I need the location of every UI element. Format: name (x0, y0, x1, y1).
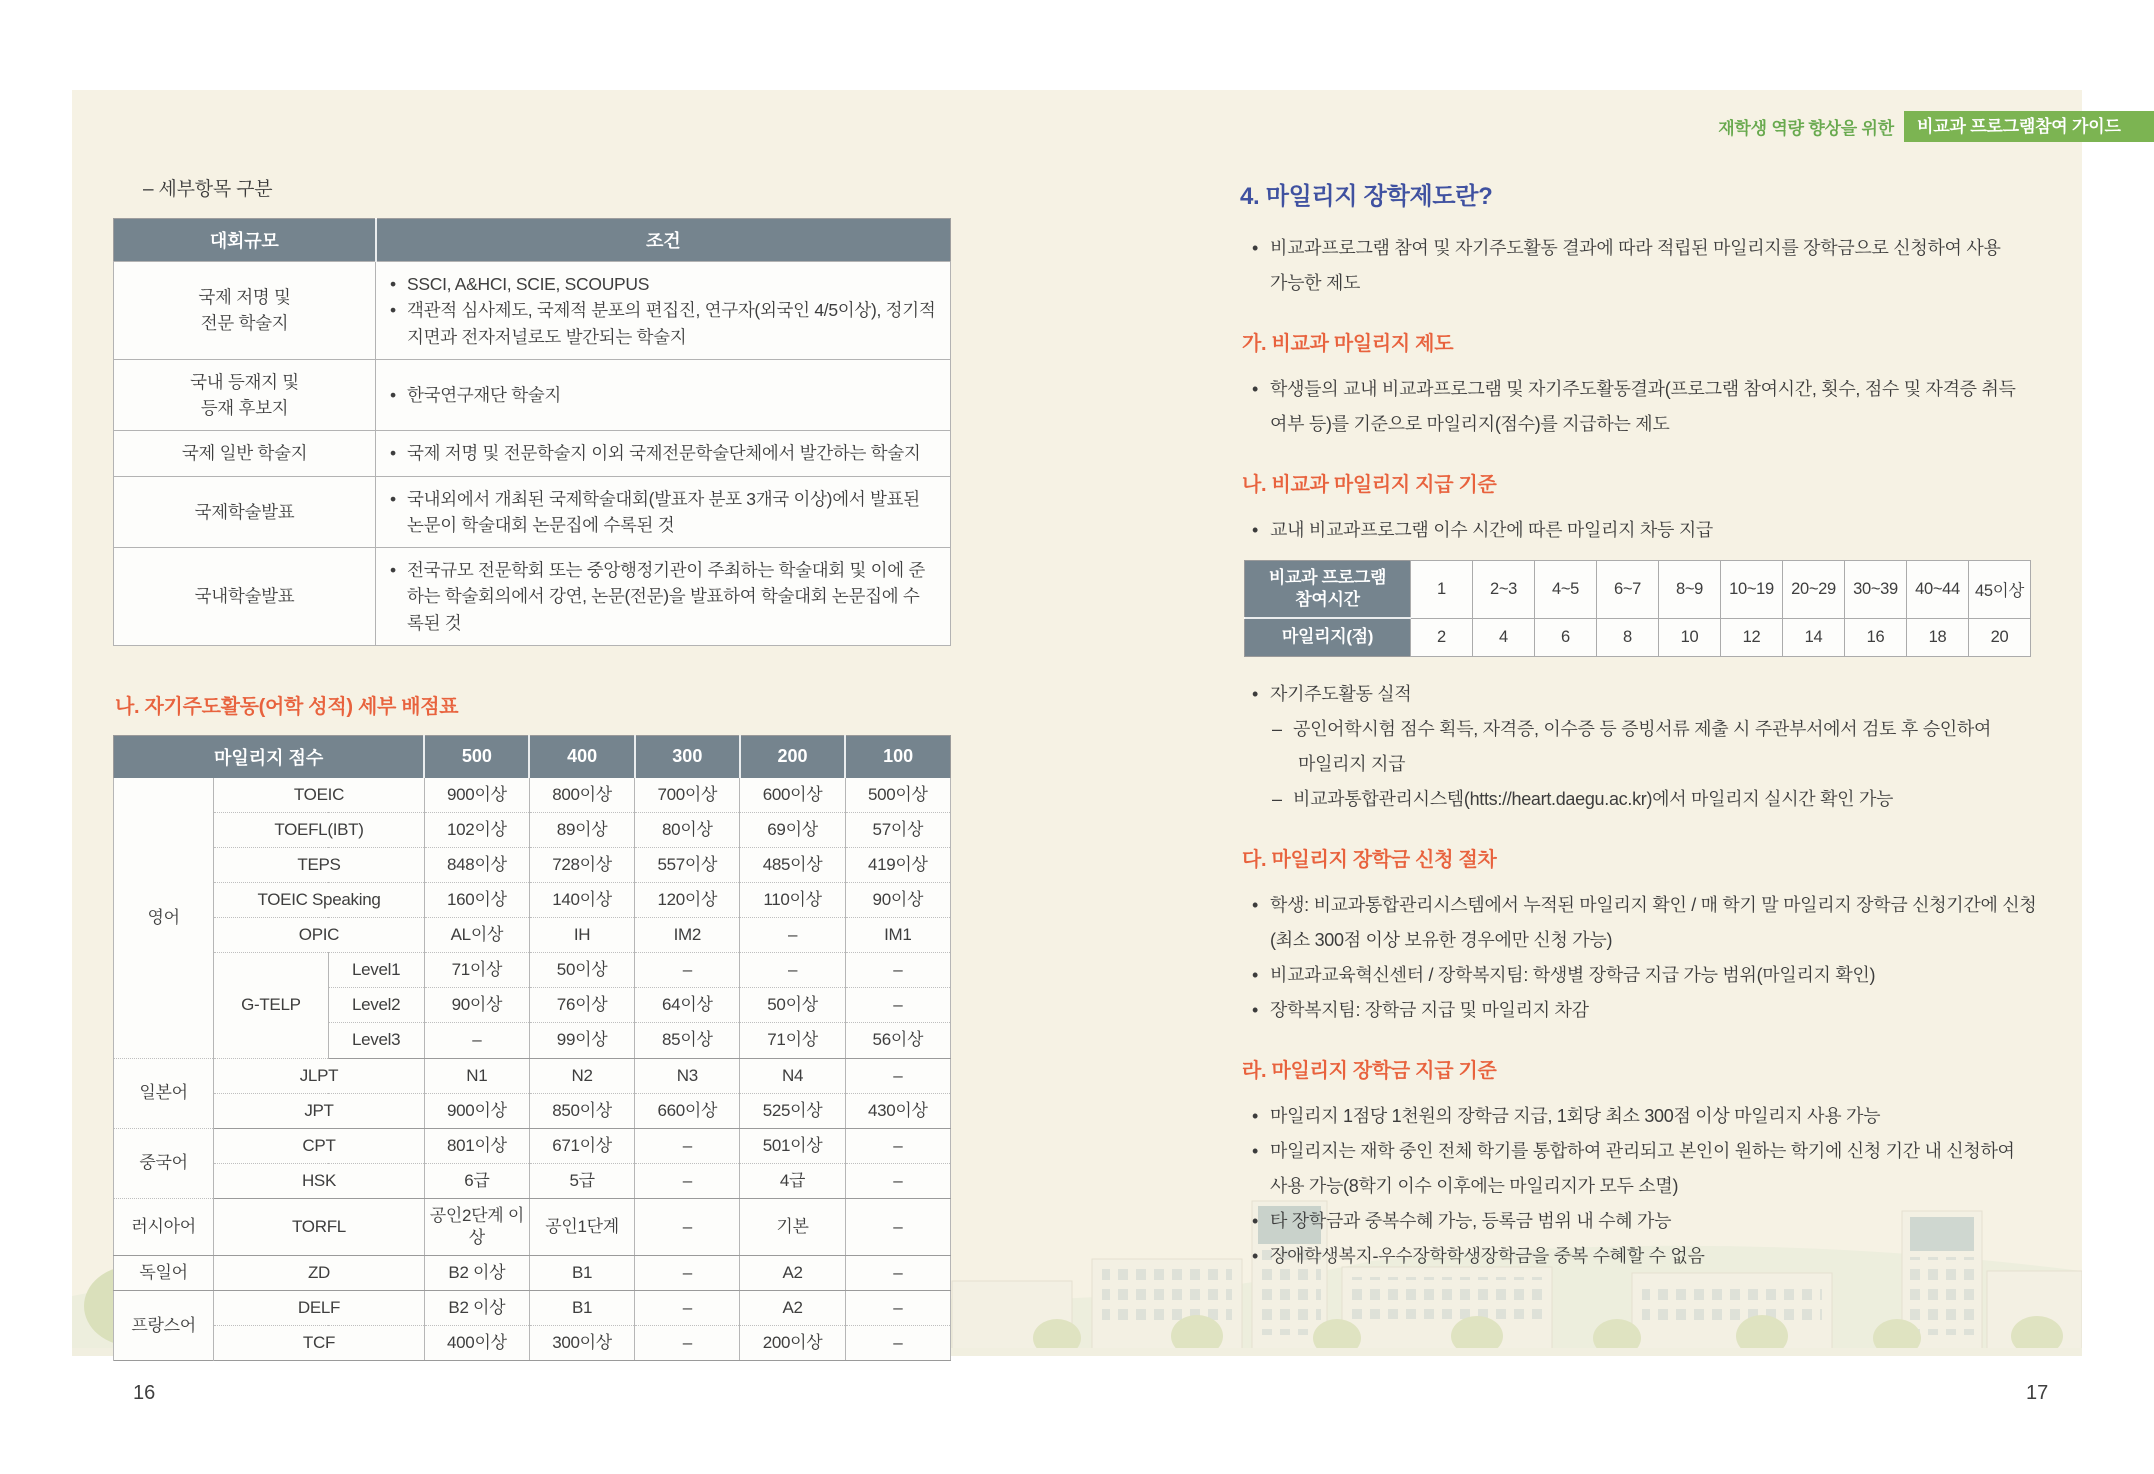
sub-dash-item (1240, 782, 2100, 817)
mileage-hours-row (1245, 561, 2031, 619)
language-cell: 일본어 (114, 1058, 214, 1128)
criteria-scale-cell (114, 431, 376, 476)
score-value-cell: 485이상 (740, 847, 845, 882)
score-row (114, 1198, 951, 1255)
bullet-marker: • (1252, 964, 1259, 985)
score-row (114, 1256, 951, 1291)
criteria-row (114, 548, 951, 646)
score-value-cell: 102이상 (424, 812, 529, 847)
mileage-points-cell: 20 (1969, 618, 2031, 656)
mileage-points-cell: 2 (1411, 618, 1473, 656)
score-value-cell: A2 (740, 1256, 845, 1291)
scale-line: 전문 학술지 (200, 313, 289, 334)
score-value-cell: – (635, 1256, 740, 1291)
subsection-label: – 세부항목 구분 (143, 179, 273, 200)
score-value-cell: – (740, 953, 845, 988)
bullet-marker: • (1252, 1140, 1259, 1161)
score-col-header: 300 (635, 735, 740, 778)
mileage-hours-cell: 8~9 (1659, 561, 1721, 619)
header-badge: 비교과 프로그램참여 가이드 (1904, 111, 2154, 142)
item-text: 마일리지 지급 (1298, 753, 1406, 774)
condition-text: SSCI, A&HCI, SCIE, SCOUPUS (407, 274, 650, 294)
score-value-cell: 120이상 (635, 883, 740, 918)
mileage-points-cell: 12 (1721, 618, 1783, 656)
score-value-cell: IH (529, 918, 634, 953)
score-value-cell: B1 (529, 1256, 634, 1291)
section-title: 4. 마일리지 장학제도란? (1240, 183, 1493, 210)
bullet-marker: • (1252, 1210, 1259, 1231)
test-name-cell: TOEFL(IBT) (214, 812, 425, 847)
bullet-marker: • (390, 488, 396, 509)
score-value-cell: – (845, 1326, 950, 1361)
score-value-cell: – (635, 1128, 740, 1163)
bullet-item (1240, 372, 2100, 407)
continuation-line (1240, 747, 2100, 782)
test-name-cell: JLPT (214, 1058, 425, 1093)
continuation-line (1240, 923, 2100, 958)
mileage-points-label: 마일리지(점) (1245, 618, 1411, 656)
score-value-cell: 500이상 (845, 778, 950, 813)
score-value-cell: – (635, 953, 740, 988)
score-value-cell: 525이상 (740, 1093, 845, 1128)
bullet-marker: • (1252, 520, 1259, 540)
score-value-cell: A2 (740, 1291, 845, 1326)
score-value-cell: 660이상 (635, 1093, 740, 1128)
bullet-item (1240, 231, 2100, 266)
score-value-cell: 6급 (424, 1163, 529, 1198)
score-value-cell: 900이상 (424, 1093, 529, 1128)
bullet-marker: • (1252, 1245, 1259, 1266)
page-number-right: 17 (2026, 1382, 2049, 1404)
score-value-cell: 85이상 (635, 1023, 740, 1058)
test-name-cell: CPT (214, 1128, 425, 1163)
score-value-cell: 69이상 (740, 812, 845, 847)
right-page-content (1240, 170, 2100, 1274)
language-cell: 러시아어 (114, 1198, 214, 1255)
mileage-hours-cell: 2~3 (1473, 561, 1535, 619)
score-value-cell: 90이상 (845, 883, 950, 918)
item-text: 장애학생복지-우수장학학생장학금을 중복 수혜할 수 없음 (1270, 1245, 1705, 1266)
bullet-item (1240, 1204, 2100, 1239)
test-name-cell: TEPS (214, 847, 425, 882)
score-col-header: 400 (529, 735, 634, 778)
score-value-cell: 64이상 (635, 988, 740, 1023)
na-items-after-table (1240, 677, 2100, 817)
test-name-cell: JPT (214, 1093, 425, 1128)
criteria-row (114, 359, 951, 431)
item-text: 공인어학시험 점수 획득, 자격증, 이수증 등 증빙서류 제출 시 주관부서에서 검토 후 승인하여 (1293, 718, 1992, 739)
bullet-item (1240, 1099, 2100, 1134)
language-cell: 영어 (114, 778, 214, 1058)
score-value-cell: IM1 (845, 918, 950, 953)
dash-marker: – (1272, 718, 1282, 739)
test-name-cell: TCF (214, 1326, 425, 1361)
mileage-label-line: 비교과 프로그램 (1268, 568, 1387, 587)
criteria-condition-cell (376, 262, 951, 360)
criteria-scale-cell (114, 359, 376, 431)
continuation-line (1240, 1169, 2100, 1204)
criteria-scale-cell (114, 262, 376, 360)
score-corner-label: 마일리지 점수 (114, 735, 425, 778)
score-value-cell: 200이상 (740, 1326, 845, 1361)
mileage-points-cell: 18 (1907, 618, 1969, 656)
score-value-cell: N3 (635, 1058, 740, 1093)
mileage-hours-cell: 6~7 (1597, 561, 1659, 619)
condition-item (390, 440, 936, 466)
score-value-cell: 800이상 (529, 778, 634, 813)
score-row (114, 883, 951, 918)
intro-items (1240, 231, 2100, 301)
criteria-condition-cell (376, 476, 951, 548)
bullet-item (1240, 1239, 2100, 1274)
score-value-cell: 419이상 (845, 847, 950, 882)
score-value-cell: 300이상 (529, 1326, 634, 1361)
score-value-cell: 99이상 (529, 1023, 634, 1058)
mileage-hours-cell: 45이상 (1969, 561, 2031, 619)
mileage-label-line: 참여시간 (1295, 590, 1360, 610)
mileage-points-cell: 8 (1597, 618, 1659, 656)
score-value-cell: 57이상 (845, 812, 950, 847)
score-value-cell: 50이상 (740, 988, 845, 1023)
continuation-line (1240, 266, 2100, 301)
condition-text: 국내외에서 개최된 국제학술대회(발표자 분포 3개국 이상)에서 발표된 논문이 학술대회 논문집에 수록된 것 (407, 488, 920, 535)
score-value-cell: – (845, 988, 950, 1023)
scale-line: 국제학술발표 (194, 501, 295, 522)
item-text: 학생: 비교과통합관리시스템에서 누적된 마일리지 확인 / 매 학기 말 마일리지 장학금 신청기간에 신청 (1270, 894, 2037, 915)
bullet-item (1240, 677, 2100, 712)
bullet-item (1240, 888, 2100, 923)
heading-ga: 가. 비교과 마일리지 제도 (1242, 333, 1454, 355)
mileage-hours-cell: 30~39 (1845, 561, 1907, 619)
score-value-cell: 850이상 (529, 1093, 634, 1128)
bullet-item (1240, 958, 2100, 993)
score-value-cell: N2 (529, 1058, 634, 1093)
item-text: 비교과프로그램 참여 및 자기주도활동 결과에 따라 적립된 마일리지를 장학금으로 신청하여 사용 (1270, 238, 2001, 258)
condition-item (390, 271, 936, 297)
da-items (1240, 888, 2100, 1028)
score-value-cell: B1 (529, 1291, 634, 1326)
score-value-cell: 400이상 (424, 1326, 529, 1361)
score-value-cell: 기본 (740, 1198, 845, 1255)
score-value-cell: 801이상 (424, 1128, 529, 1163)
score-value-cell: – (740, 918, 845, 953)
score-row (114, 953, 951, 988)
dash-marker: – (1272, 788, 1282, 809)
score-value-cell: 71이상 (740, 1023, 845, 1058)
bullet-item (1240, 1134, 2100, 1169)
bullet-marker: • (1252, 238, 1259, 258)
test-name-cell: G-TELP (214, 953, 328, 1058)
score-row (114, 778, 951, 813)
test-name-cell: HSK (214, 1163, 425, 1198)
heading-ra: 라. 마일리지 장학금 지급 기준 (1242, 1059, 1497, 1082)
item-text: 여부 등)를 기준으로 마일리지(점수)를 지급하는 제도 (1270, 414, 1670, 434)
item-text: (최소 300점 이상 보유한 경우에만 신청 가능) (1270, 929, 1613, 950)
score-header-row (114, 735, 951, 778)
item-text: 사용 가능(8학기 이수 이후에는 마일리지가 모두 소멸) (1270, 1175, 1679, 1196)
item-text: 가능한 제도 (1270, 273, 1361, 293)
score-value-cell: – (845, 1163, 950, 1198)
score-value-cell: – (635, 1198, 740, 1255)
score-row (114, 1093, 951, 1128)
bullet-item (1240, 993, 2100, 1028)
item-text: 학생들의 교내 비교과프로그램 및 자기주도활동결과(프로그램 참여시간, 횟수, 점수 및 자격증 취득 (1270, 379, 2016, 399)
mileage-hours-cell: 1 (1411, 561, 1473, 619)
score-value-cell: – (635, 1163, 740, 1198)
condition-text: 전국규모 전문학회 또는 중앙행정기관이 주최하는 학술대회 및 이에 준하는 학술회의에서 강연, 논문(전문)을 발표하여 학술대회 논문집에 수록된 것 (407, 560, 926, 633)
score-value-cell: – (845, 1128, 950, 1163)
criteria-condition-cell (376, 431, 951, 476)
ra-items (1240, 1099, 2100, 1274)
score-value-cell: 501이상 (740, 1128, 845, 1163)
scale-line: 국제 일반 학술지 (181, 443, 308, 464)
score-value-cell: – (845, 1256, 950, 1291)
score-value-cell: 71이상 (424, 953, 529, 988)
mileage-points-cell: 10 (1659, 618, 1721, 656)
mileage-hours-cell: 40~44 (1907, 561, 1969, 619)
test-name-cell: OPIC (214, 918, 425, 953)
score-value-cell: N4 (740, 1058, 845, 1093)
level-cell: Level3 (328, 1023, 424, 1058)
criteria-row (114, 262, 951, 360)
left-page-content (113, 170, 951, 1361)
test-name-cell: DELF (214, 1291, 425, 1326)
mileage-hours-label (1245, 561, 1411, 619)
criteria-col-header-scale: 대회규모 (114, 219, 376, 262)
language-cell: 독일어 (114, 1256, 214, 1291)
criteria-scale-cell (114, 548, 376, 646)
score-value-cell: 140이상 (529, 883, 634, 918)
score-row (114, 1128, 951, 1163)
score-value-cell: 50이상 (529, 953, 634, 988)
mileage-hours-cell: 20~29 (1783, 561, 1845, 619)
score-value-cell: 4급 (740, 1163, 845, 1198)
mileage-points-cell: 4 (1473, 618, 1535, 656)
mileage-points-cell: 14 (1783, 618, 1845, 656)
score-value-cell: 600이상 (740, 778, 845, 813)
score-value-cell: 900이상 (424, 778, 529, 813)
criteria-row (114, 431, 951, 476)
score-value-cell: – (845, 1291, 950, 1326)
mileage-hours-cell: 4~5 (1535, 561, 1597, 619)
header-tagline: 재학생 역량 향상을 위한 (1718, 119, 1894, 138)
score-value-cell: 89이상 (529, 812, 634, 847)
item-text: 타 장학금과 중복수혜 가능, 등록금 범위 내 수혜 가능 (1270, 1210, 1672, 1231)
score-value-cell: – (635, 1291, 740, 1326)
bullet-marker: • (390, 300, 396, 321)
scale-line: 등재 후보지 (200, 398, 289, 418)
condition-item (390, 486, 936, 539)
score-value-cell: 557이상 (635, 847, 740, 882)
score-col-header: 500 (424, 735, 529, 778)
score-value-cell: N1 (424, 1058, 529, 1093)
score-value-cell: 80이상 (635, 812, 740, 847)
ga-items (1240, 372, 2100, 442)
item-text: 장학복지팀: 장학금 지급 및 마일리지 차감 (1270, 999, 1589, 1020)
score-value-cell: B2 이상 (424, 1256, 529, 1291)
bullet-marker: • (390, 560, 396, 580)
score-value-cell: 공인1단계 (529, 1198, 634, 1255)
condition-item (390, 557, 936, 636)
item-text: 비교과통합관리시스템(htts://heart.daegu.ac.kr)에서 마일리지 실시간 확인 가능 (1293, 788, 1894, 809)
score-value-cell: 430이상 (845, 1093, 950, 1128)
score-value-cell: 700이상 (635, 778, 740, 813)
score-col-header: 100 (845, 735, 950, 778)
bullet-marker: • (1252, 1105, 1259, 1126)
bullet-marker: • (1252, 999, 1259, 1020)
language-cell: 중국어 (114, 1128, 214, 1198)
condition-item (390, 297, 936, 350)
score-value-cell: – (845, 1198, 950, 1255)
level-cell: Level2 (328, 988, 424, 1023)
test-name-cell: TORFL (214, 1198, 425, 1255)
mileage-points-row (1245, 618, 2031, 656)
item-text: 자기주도활동 실적 (1270, 683, 1412, 704)
condition-text: 객관적 심사제도, 국제적 분포의 편집진, 연구자(외국인 4/5이상), 정기적 지면과 전자저널로도 발간되는 학술지 (407, 300, 936, 347)
language-cell: 프랑스어 (114, 1291, 214, 1361)
criteria-table (113, 218, 951, 646)
item-text: 마일리지는 재학 중인 전체 학기를 통합하여 관리되고 본인이 원하는 학기에 신청 기간 내 신청하여 (1270, 1140, 2015, 1161)
criteria-col-header-condition: 조건 (376, 219, 951, 262)
bullet-marker: • (1252, 379, 1259, 399)
na-items-before-table (1240, 513, 2100, 548)
test-name-cell: ZD (214, 1256, 425, 1291)
bullet-marker: • (1252, 894, 1259, 915)
score-value-cell: 160이상 (424, 883, 529, 918)
page-header (1718, 111, 2154, 142)
score-value-cell: 728이상 (529, 847, 634, 882)
criteria-row (114, 476, 951, 548)
score-value-cell: – (845, 953, 950, 988)
score-value-cell: – (424, 1023, 529, 1058)
bullet-marker: • (390, 443, 396, 464)
score-value-cell: 671이상 (529, 1128, 634, 1163)
level-cell: Level1 (328, 953, 424, 988)
score-value-cell: 90이상 (424, 988, 529, 1023)
test-name-cell: TOEIC Speaking (214, 883, 425, 918)
mileage-points-cell: 16 (1845, 618, 1907, 656)
score-value-cell: 848이상 (424, 847, 529, 882)
score-value-cell: 5급 (529, 1163, 634, 1198)
item-text: 마일리지 1점당 1천원의 장학금 지급, 1회당 최소 300점 이상 마일리지 사용 가능 (1270, 1105, 1881, 1126)
scale-line: 국제 저명 및 (198, 287, 291, 308)
score-row (114, 847, 951, 882)
bullet-marker: • (390, 274, 396, 294)
heading-na: 나. 비교과 마일리지 지급 기준 (1242, 474, 1497, 496)
scale-line: 국내 등재지 및 (190, 371, 299, 392)
mileage-table (1244, 560, 2031, 657)
item-text: 비교과교육혁신센터 / 장학복지팀: 학생별 장학금 지급 가능 범위(마일리지 확인) (1270, 964, 1876, 985)
score-row (114, 1291, 951, 1326)
mileage-hours-cell: 10~19 (1721, 561, 1783, 619)
score-row (114, 812, 951, 847)
sub-dash-item (1240, 712, 2100, 747)
item-text: 교내 비교과프로그램 이수 시간에 따른 마일리지 차등 지급 (1270, 520, 1714, 540)
condition-item (390, 382, 936, 408)
score-value-cell: 76이상 (529, 988, 634, 1023)
continuation-line (1240, 407, 2100, 442)
score-value-cell: AL이상 (424, 918, 529, 953)
criteria-condition-cell (376, 359, 951, 431)
bullet-marker: • (390, 384, 396, 405)
criteria-condition-cell (376, 548, 951, 646)
mileage-points-cell: 6 (1535, 618, 1597, 656)
score-value-cell: – (635, 1326, 740, 1361)
score-value-cell: 110이상 (740, 883, 845, 918)
score-table-heading: 나. 자기주도활동(어학 성적) 세부 배점표 (115, 695, 459, 718)
criteria-header-row (114, 219, 951, 262)
language-score-table (113, 735, 951, 1362)
score-row (114, 1163, 951, 1198)
condition-text: 한국연구재단 학술지 (407, 384, 562, 405)
score-row (114, 1326, 951, 1361)
scale-line: 국내학술발표 (194, 586, 295, 607)
score-value-cell: B2 이상 (424, 1291, 529, 1326)
bullet-marker: • (1252, 683, 1259, 704)
test-name-cell: TOEIC (214, 778, 425, 813)
page-number-left: 16 (133, 1382, 156, 1404)
score-row (114, 918, 951, 953)
score-col-header: 200 (740, 735, 845, 778)
score-value-cell: IM2 (635, 918, 740, 953)
score-row (114, 1058, 951, 1093)
criteria-scale-cell (114, 476, 376, 548)
heading-da: 다. 마일리지 장학금 신청 절차 (1242, 848, 1497, 871)
score-value-cell: – (845, 1058, 950, 1093)
bullet-item (1240, 513, 2100, 548)
condition-text: 국제 저명 및 전문학술지 이외 국제전문학술단체에서 발간하는 학술지 (407, 443, 921, 464)
score-value-cell: 56이상 (845, 1023, 950, 1058)
score-value-cell: 공인2단계 이상 (424, 1198, 529, 1255)
